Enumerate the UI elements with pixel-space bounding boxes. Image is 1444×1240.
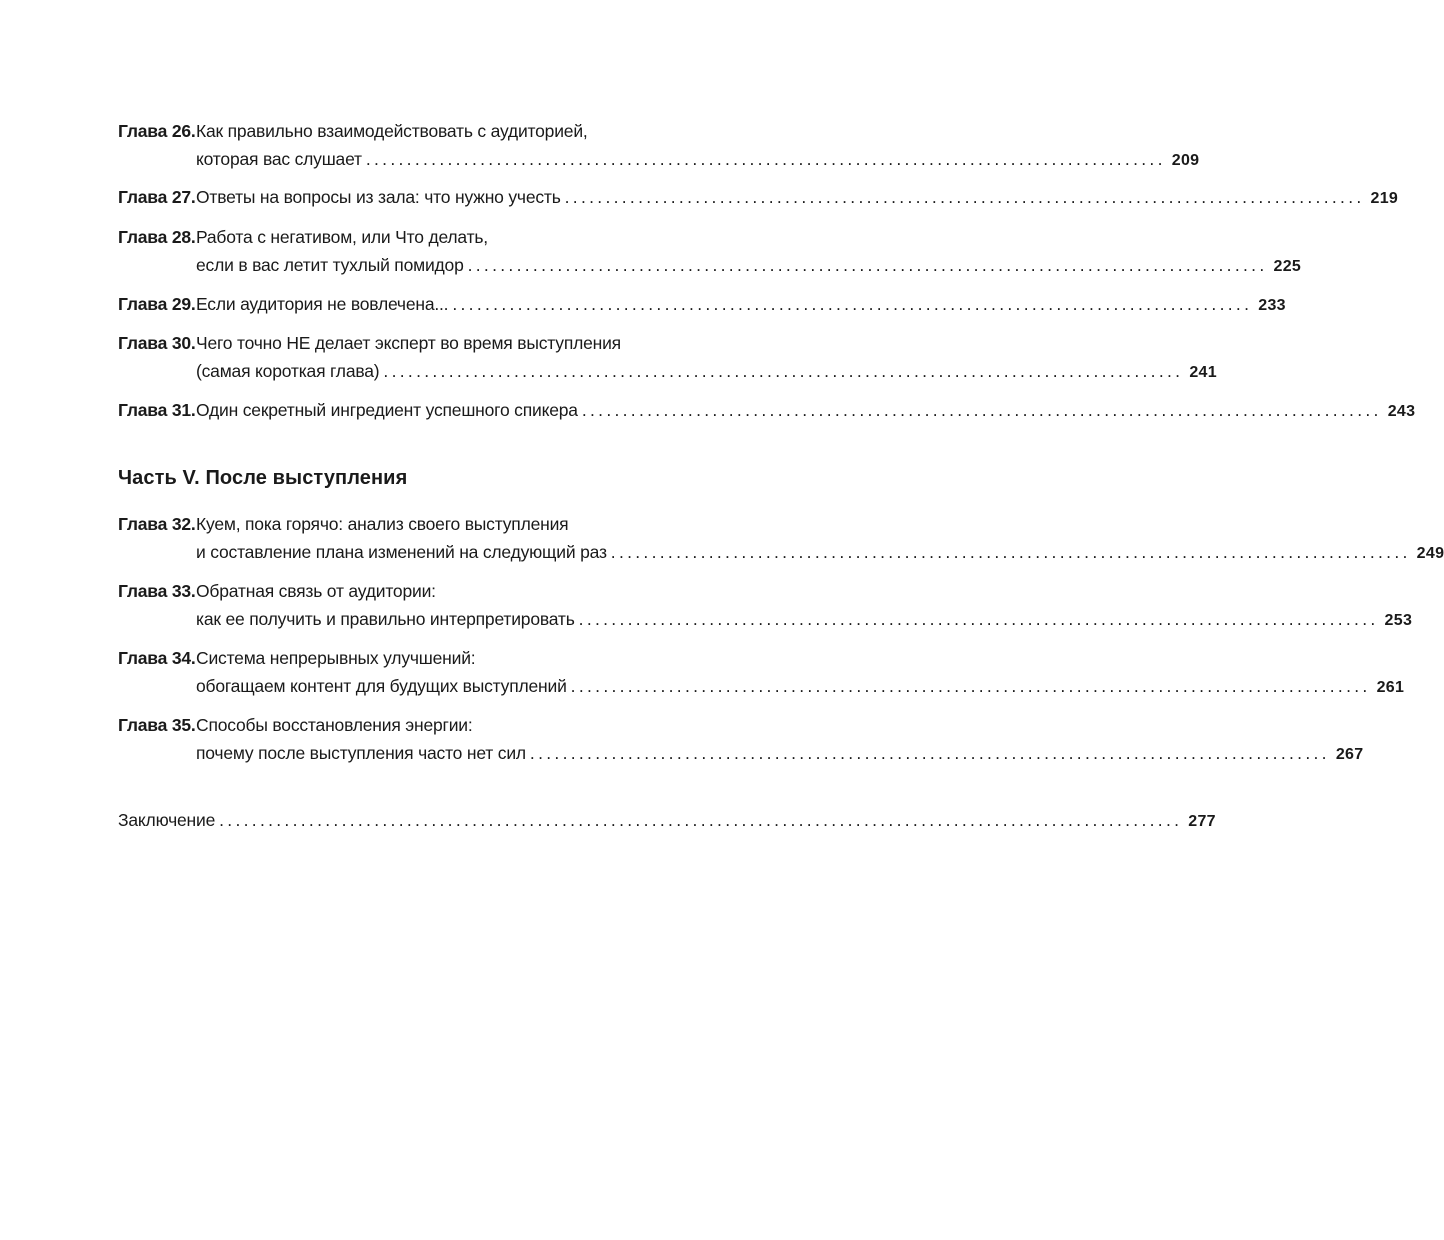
- dot-leader: ..................................................................................................: [365, 149, 1166, 169]
- page-number: 277: [1188, 813, 1216, 830]
- chapter-label: Глава 30.: [118, 333, 196, 353]
- page-number: 241: [1189, 364, 1217, 381]
- chapter-title-line: Если аудитория не вовлечена...: [196, 294, 449, 314]
- page-number: 209: [1171, 152, 1200, 169]
- chapter-label: Глава 29.: [118, 294, 196, 314]
- dot-leader: ..................................................................................................: [452, 294, 1253, 314]
- part-heading: Часть V. После выступления: [118, 467, 408, 489]
- page-number: 253: [1384, 612, 1413, 629]
- conclusion-label: Заключение: [118, 810, 216, 830]
- dot-leader: ..................................................................................................: [564, 187, 1365, 207]
- dot-leader: ..................................................................................................: [383, 361, 1184, 381]
- chapter-label: Глава 28.: [118, 227, 196, 247]
- chapter-title-line: почему после выступления часто нет сил: [196, 743, 526, 763]
- page-number: 267: [1335, 746, 1364, 763]
- chapter-title-line: Обратная связь от аудитории:: [196, 581, 436, 601]
- chapter-title-line: которая вас слушает: [196, 149, 362, 169]
- chapter-title-line: (самая короткая глава): [196, 361, 380, 381]
- page-number: 233: [1258, 297, 1286, 314]
- chapter-label: Глава 26.: [118, 121, 196, 141]
- page-number: 249: [1416, 545, 1444, 562]
- chapter-label: Глава 31.: [118, 400, 196, 420]
- dot-leader: ......................................................................................................................: [219, 810, 1183, 830]
- dot-leader: ..................................................................................................: [578, 609, 1379, 629]
- chapter-label: Глава 32.: [118, 514, 196, 534]
- chapter-title-line: Система непрерывных улучшений:: [196, 648, 476, 668]
- chapter-title-line: Как правильно взаимодействовать с аудиторией,: [196, 121, 588, 141]
- chapter-title-line: обогащаем контент для будущих выступлений: [196, 676, 567, 696]
- chapter-title-line: как ее получить и правильно интерпретировать: [196, 609, 575, 629]
- chapter-label: Глава 34.: [118, 648, 196, 668]
- dot-leader: ..................................................................................................: [610, 542, 1411, 562]
- chapter-title-line: и составление плана изменений на следующий раз: [196, 542, 607, 562]
- dot-leader: ..................................................................................................: [467, 255, 1268, 275]
- page-number: 219: [1370, 190, 1399, 207]
- page-number: 261: [1376, 679, 1405, 696]
- chapter-title-line: Чего точно НЕ делает эксперт во время выступления: [196, 333, 621, 353]
- chapter-title-line: Куем, пока горячо: анализ своего выступления: [196, 514, 569, 534]
- chapter-title-line: Работа с негативом, или Что делать,: [196, 227, 488, 247]
- page-number: 243: [1387, 403, 1416, 420]
- dot-leader: ..................................................................................................: [529, 743, 1330, 763]
- dot-leader: ..................................................................................................: [581, 400, 1382, 420]
- dot-leader: ..................................................................................................: [570, 676, 1371, 696]
- chapter-title-line: Один секретный ингредиент успешного спикера: [196, 400, 578, 420]
- chapter-title-line: если в вас летит тухлый помидор: [196, 255, 464, 275]
- chapter-label: Глава 35.: [118, 715, 196, 735]
- chapter-title-line: Ответы на вопросы из зала: что нужно учесть: [196, 187, 561, 207]
- chapter-label: Глава 27.: [118, 187, 196, 207]
- chapter-label: Глава 33.: [118, 581, 196, 601]
- chapter-title-line: Способы восстановления энергии:: [196, 715, 473, 735]
- page-number: 225: [1273, 258, 1302, 275]
